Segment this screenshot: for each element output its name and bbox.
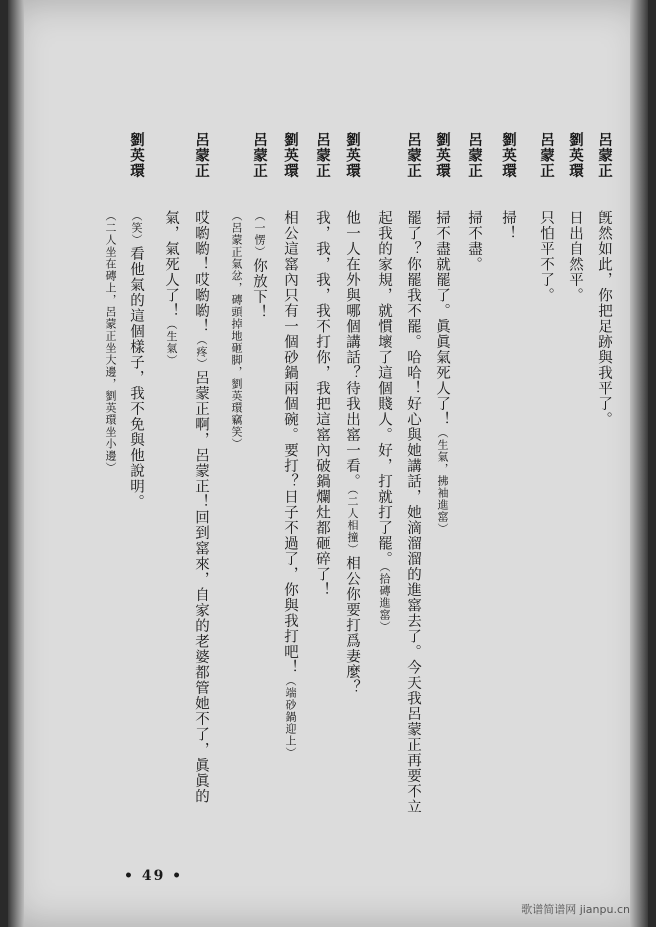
dialogue-text: 掃！ [500,210,516,241]
dialogue-text: 掃不盡就罷了。眞眞氣死人了！ [434,210,450,427]
book-page [8,0,648,927]
dialogue-text: 哎喲喲！哎喲喲！ [193,210,209,334]
script-line [536,132,556,303]
stage-direction: （端砂鍋迎上） [284,675,297,759]
speaker-name: 呂蒙正 [405,132,422,179]
script-line [594,132,614,427]
dialogue-text: 我，我，我，我不打你，我把這窰內破鍋爛灶都砸碎了！ [314,210,330,598]
dialogue-text: 相公你要打爲妻麼？ [344,555,360,695]
stage-direction: （二人相撞） [346,489,359,556]
speaker-name: 呂蒙正 [251,132,268,179]
dialogue-text: 起我的家規，就慣壞了這個賤人。好，打就打了罷。 [376,210,392,567]
dialogue-text: 看他氣的這個樣子，我不免與他說明。 [128,246,144,510]
dialogue-text: 罷了？你罷我不罷。哈哈！好心與她講話，她滴溜溜的進窰去了。今天我呂蒙正再要不立 [405,210,421,815]
stage-direction: （呂蒙正氣忿，磚頭掉地砸脚，劉英環竊笑） [230,210,243,450]
page-left-shadow [8,0,24,927]
dialogue-text: 掃不盡。 [466,210,482,272]
speaker-name: 劉英環 [434,132,451,179]
dialogue-text: 相公這窰內只有一個砂鍋兩個碗。要打？日子不過了，你與我打吧！ [282,210,298,675]
script-line [280,132,300,759]
stage-direction: （生氣） [165,318,178,367]
script-line [403,132,423,815]
speaker-name: 呂蒙正 [466,132,483,179]
script-line [342,132,362,695]
dialogue-text: 旣然如此，你把足跡與我平了。 [596,210,612,427]
speaker-name: 呂蒙正 [538,132,555,179]
script-line [191,132,211,804]
script-line [312,132,332,598]
dialogue-text: 只怕平不了。 [538,210,554,303]
script-line [100,132,120,474]
speaker-name: 呂蒙正 [193,132,210,179]
page-number: • 49 • [124,868,184,884]
dialogue-text: 日出自然平。 [567,210,583,303]
script-line [432,132,452,535]
script-line [464,132,484,272]
speaker-name: 呂蒙正 [314,132,331,179]
stage-direction: （生氣，拂袖進窰） [436,427,449,535]
script-line [126,132,146,510]
stage-direction: （拾磚進窰） [378,566,391,633]
dialogue-text: 呂蒙正啊，呂蒙正！回到窰來，自家的老婆都管她不了，眞眞的 [193,370,209,804]
script-line [565,132,585,303]
dialogue-text: 氣，氣死人了！ [163,210,179,319]
speaker-name: 劉英環 [567,132,584,179]
stage-direction: （疼） [195,334,208,370]
stage-direction: （二人坐在磚上，呂蒙正坐大邊，劉英環坐小邊） [104,210,117,474]
page-right-shadow [630,0,648,927]
speaker-name: 劉英環 [282,132,299,179]
script-line [498,132,518,241]
script-line [161,132,181,367]
speaker-name: 呂蒙正 [596,132,613,179]
dialogue-text: 他一人在外與哪個講話？待我出窰一看。 [344,210,360,489]
stage-direction: （笑） [130,210,143,246]
dialogue-text: 你放下！ [251,258,267,320]
speaker-name: 劉英環 [344,132,361,179]
script-line [226,132,246,450]
script-line [249,132,269,320]
speaker-name: 劉英環 [128,132,145,179]
speaker-name: 劉英環 [500,132,517,179]
script-line [374,132,394,633]
stage-direction: （一愣） [253,210,266,258]
watermark: 歌谱简谱网 jianpu.cn [521,903,630,916]
